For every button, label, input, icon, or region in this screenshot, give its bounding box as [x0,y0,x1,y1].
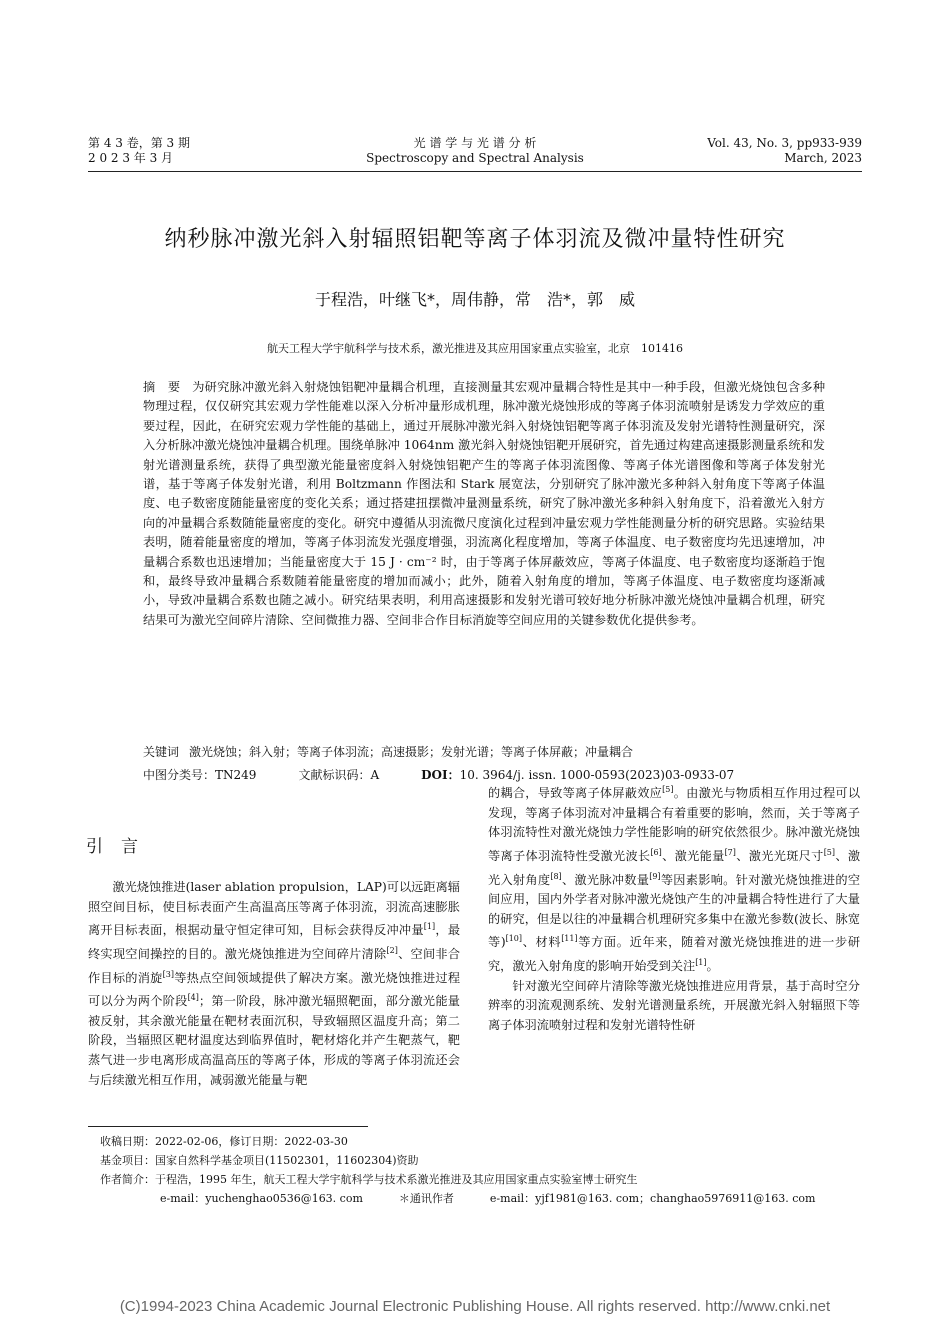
fund-info: 基金项目：国家自然科学基金项目(11502301，11602304)资助 [100,1154,419,1167]
citation-ref: [11] [561,934,578,944]
author-bio: 作者简介：于程浩，1995 年生，航天工程大学宇航科学与技术系激光推进及其应用国家重点实验室博士研究生 [100,1173,638,1186]
header-citation [707,136,862,166]
text-run: 激光烧蚀推进(laser ablation propulsion，LAP)可以远距离辐照空间目标，使目标表面产生高温高压等离子体羽流，羽流高速膨胀离开目标表面，根据动量守恒定律可知，目标会获得反冲冲量 [88,880,460,938]
citation-ref: [8] [550,871,562,881]
affiliation: 航天工程大学宇航科学与技术系，激光推进及其应用国家重点实验室，北京 101416 [267,342,683,355]
text-run: 等热点空间领域提供了解决方案。激光烧蚀推进过程可以分为两个阶段 [88,970,461,1009]
clc-label: 中图分类号： [143,768,216,782]
header-pages: Vol. 43, No. 3, pp933-939 [707,136,862,150]
doi-value: 10. 3964/j. issn. 1000-0593(2023)03-0933-07 [459,768,735,782]
citation-ref: [10] [505,934,523,944]
header-volume: 第 4 3 卷，第 3 期 [88,136,190,150]
journal-name-cn: 光 谱 学 与 光 谱 分 析 [413,136,537,150]
author-list: 于程浩，叶继飞*，周伟静，常 浩*，郭 威 [314,290,635,309]
footnotes [100,1132,860,1208]
text-run: 、激光能量 [661,848,725,863]
citation-ref: [9] [649,871,661,881]
left-column [88,878,460,1090]
header-date: 2 0 2 3 年 3 月 [88,151,174,165]
text-run: 、激光脉冲数量 [561,872,650,887]
corresponding-author-label: ＊通讯作者 [398,1192,454,1205]
citation-ref: [1] [423,922,436,932]
text-run: 。由激光与物质相互作用过程可以发现，等离子体羽流对冲量耦合有着重要的影响，然而，关于等离子体羽流特性对激光烧蚀力学性能影响的研究依然很少。脉冲激光烧蚀等离子体羽流特性受激光波长 [488,786,861,863]
text-run: 、材料 [522,935,562,950]
corresponding-emails: e-mail：yjf1981@163. com；changhao5976911@163. com [489,1192,816,1205]
clc-value: TN249 [215,768,257,782]
text-run: 、激光光斑尺寸 [735,848,824,863]
contact-line [100,1189,860,1208]
citation-ref: [4] [187,993,199,1003]
keywords [143,743,825,762]
abstract-label: 摘 要 [143,380,181,394]
text-run: 等因素影响。针对激光烧蚀推进的空间应用，国内外学者对脉冲激光烧蚀产生的冲量耦合特性进行了大量的研究，但是以往的冲量耦合机理研究多集中在激光参数(波长、脉宽等) [488,872,861,950]
citation-ref: [2] [386,945,398,955]
author-email: e-mail：yuchenghao0536@163. com [160,1192,363,1205]
keywords-text: 激光烧蚀；斜入射；等离子体羽流；高速摄影；发射光谱；等离子体屏蔽；冲量耦合 [189,745,634,759]
footnote-rule [88,1126,368,1127]
right-column [488,780,860,1035]
citation-ref: [7] [724,847,736,857]
abstract [143,378,825,630]
citation-ref: [1] [695,958,707,967]
citation-ref: [3] [162,969,174,979]
citation-ref: [5] [662,785,674,794]
text-run: ，最终实现空间操控的目的。激光烧蚀推进为空间碎片清除 [88,923,461,961]
journal-name-en: Spectroscopy and Spectral Analysis [366,151,584,165]
citation-ref: [5] [823,847,836,857]
citation-ref: [6] [650,847,662,857]
intro-paragraph-2: 针对激光空间碎片清除等激光烧蚀推进应用背景，基于高时空分辨率的羽流观测系统、发射光谱测量系统，开展激光斜入射辐照下等离子体羽流喷射过程和发射光谱特性研 [488,978,860,1032]
text-run: 的耦合，导致等离子体屏蔽效应 [488,786,663,801]
abstract-text: 为研究脉冲激光斜入射烧蚀铝靶冲量耦合机理，直接测量其宏观冲量耦合特性是其中一种手段，但激光烧蚀包含多种物理过程，仅仅研究其宏观力学性能难以深入分析冲量形成机理，脉冲激光烧蚀形成的等离子体羽流喷射是诱发力学效应的重要过程，因此，在研究宏观力学性能的基础上，通过开展脉冲激光斜入射烧蚀铝靶等离子体羽流及发射光谱特性测量研究，深入分析脉冲激光烧蚀冲量耦合机理。围绕单脉冲 1064nm 激光斜入射烧蚀铝靶开展研究，首先通过构建高速摄影测量系统和发射光谱测量系统，获得了典型激光能量密度斜入射烧蚀铝靶产生的等离子体羽流图像、等离子体光谱图像和等离子体发射光谱，基于等离子体发射光谱，利用 Boltzmann 作图法和 Stark 展宽法，分别研究了脉冲激光多种斜入射角度下等离子体温度、电子数密度随能量密度的变化关系；通过搭建扭摆微冲量测量系统，研究了脉冲激光多种斜入射角度下，沿着激光入射方向的冲量耦合系数随能量密度的变化。研究中遵循从羽流微尺度演化过程到冲量宏观力学性能测量分析的研究思路。实验结果表明，随着能量密度的增加，等离子体羽流发光强度增强，羽流离化程度增加，等离子体温度、电子数密度均先迅速增加，冲量耦合系数也迅速增加；当能量密度大于 15 J · cm⁻² 时，由于等离子体屏蔽效应，等离子体温度、电子数密度均逐渐趋于饱和，最终导致冲量耦合系数随着能量密度的增加而减小；此外，随着入射角度的增加，等离子体温度、电子数密度均逐渐减小，导致冲量耦合系数也随之减小。研究结果表明，利用高速摄影和发射光谱可较好地分析脉冲激光烧蚀冲量耦合机理，研究结果可为激光空间碎片清除、空间微推力器、空间非合作目标消旋等空间应用的关键参数优化提供参考。 [143,380,826,627]
header-rule [88,171,862,172]
text-run: ；第一阶段，脉冲激光辐照靶面，部分激光能量被反射，其余激光能量在靶材表面沉积，导致辐照区温度升高；第二阶段，当辐照区靶材温度达到临界值时，靶材熔化并产生靶蒸气，靶蒸气进一步电离形成高温高压的等离子体，形成的等离子体羽流还会与后续激光相互作用，减弱激光能量与靶 [88,994,460,1087]
header-volume-info [88,136,190,166]
received-date: 收稿日期：2022-02-06，修订日期：2022-03-30 [100,1135,348,1148]
text-run: 、激光入射角度 [488,848,861,887]
section-heading-introduction: 引言 [86,837,156,857]
doc-code-label: 文献标识码： [298,768,371,782]
intro-paragraph-1 [88,878,460,1090]
copyright-notice: (C)1994-2023 China Academic Journal Electronic Publishing House. All rights reserved. http://www.cnki.net [119,1298,831,1315]
text-run: 。 [706,959,719,974]
text-run: 、空间非合作目标的消旋 [88,946,461,985]
header-journal [300,136,650,166]
header-month: March, 2023 [784,151,862,165]
keywords-label: 关键词 [143,745,180,759]
doi-label: DOI： [421,768,460,782]
text-run: 等方面。近年来，随着对激光烧蚀推进的进一步研究，激光入射角度的影响开始受到关注 [488,935,861,974]
paper-title: 纳秒脉冲激光斜入射辐照铝靶等离子体羽流及微冲量特性研究 [164,227,786,252]
intro-paragraph-1-continued [488,780,860,977]
doc-code-value: A [370,768,380,782]
